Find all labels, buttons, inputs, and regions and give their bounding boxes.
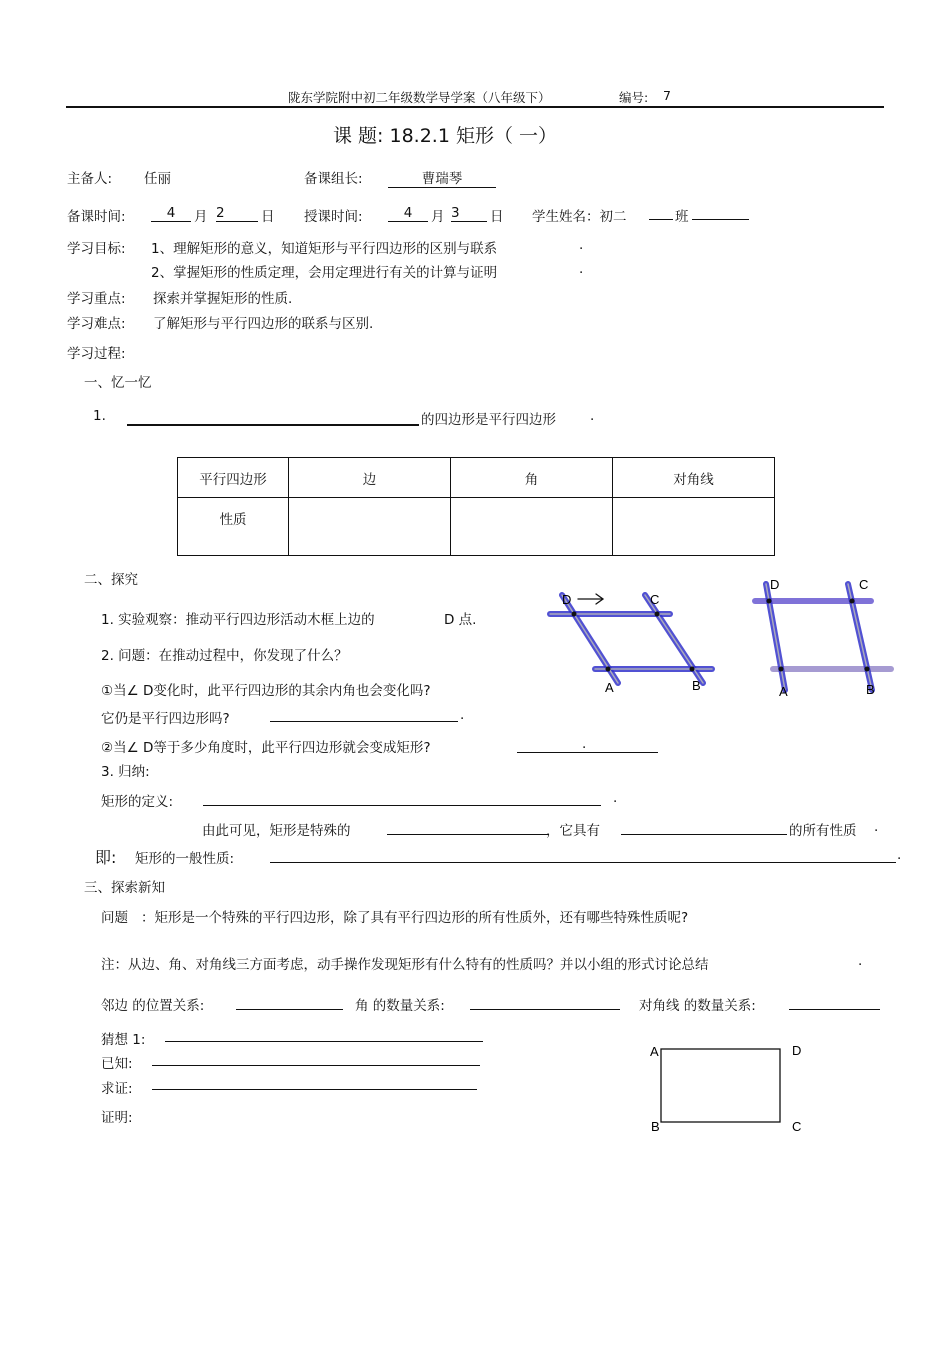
property-table <box>177 457 775 556</box>
teach-day-char: 日 <box>490 209 504 225</box>
rectangle-frame-figure <box>745 572 905 702</box>
parallelogram-figure-1 <box>540 585 730 695</box>
special-a: 由此可见，矩形是特殊的 <box>202 823 351 839</box>
adjacent-label: 邻边 的位置关系: <box>101 998 205 1014</box>
prep-day-char: 日 <box>261 209 275 225</box>
fig1-label-b: B <box>692 678 701 693</box>
page-title: 课 题: 18.2.1 矩形（ 一） <box>333 125 557 147</box>
fig2-label-c: C <box>859 577 869 592</box>
goal-1: 1、理解矩形的意义，知道矩形与平行四边形的区别与联系 <box>151 241 498 257</box>
header-school: 陇东学院附中初二年级数学导学案（八年级下） <box>288 90 551 105</box>
table-cell[interactable] <box>613 498 775 556</box>
rect-label-a: A <box>650 1044 659 1059</box>
diagonal-blank[interactable] <box>789 1009 880 1010</box>
general-dot: . <box>897 847 902 863</box>
experiment-point: D 点. <box>444 612 477 628</box>
teach-month-char: 月 <box>431 209 445 225</box>
special-blank-2[interactable] <box>621 834 787 835</box>
general-label: 矩形的一般性质: <box>135 851 235 867</box>
part3-question: ：矩形是一个特殊的平行四边形，除了具有平行四边形的所有性质外，还有哪些特殊性质呢? <box>141 910 689 926</box>
header-number-label: 编号: <box>619 90 649 105</box>
student-label: 学生姓名：初二 <box>532 209 627 225</box>
definition-label: 矩形的定义: <box>101 794 174 810</box>
guess-label: 猜想 1: <box>101 1032 146 1048</box>
fig2-label-d: D <box>770 577 780 592</box>
diagonal-label: 对角线 的数量关系: <box>639 998 756 1014</box>
special-b: ，它具有 <box>546 823 600 839</box>
angle-label: 角 的数量关系: <box>355 998 445 1014</box>
key-point-label: 学习重点: <box>67 291 126 307</box>
difficulty: 了解矩形与平行四边形的联系与区别. <box>153 316 374 332</box>
part3-question-label: 问题 <box>101 910 128 926</box>
part3-note-dot: . <box>858 953 863 969</box>
teach-day: 3 <box>451 205 487 222</box>
prove-blank[interactable] <box>152 1089 477 1090</box>
question-a: ①当∠ D变化时，此平行四边形的其余内角也会变化吗? <box>101 683 431 699</box>
angle-blank[interactable] <box>470 1009 620 1010</box>
special-c: 的所有性质 <box>789 823 857 839</box>
experiment-text: 1. 实验观察：推动平行四边形活动木框上边的 <box>101 612 375 628</box>
teach-time-label: 授课时间: <box>304 209 363 225</box>
proof-label: 证明: <box>101 1110 133 1126</box>
key-point: 探索并掌握矩形的性质. <box>153 291 293 307</box>
prep-month-char: 月 <box>194 209 208 225</box>
definition-blank[interactable] <box>203 805 601 806</box>
part1-q1-tail: 的四边形是平行四边形 <box>421 412 556 428</box>
fig1-label-c: C <box>650 592 660 607</box>
part1-heading: 一、忆一忆 <box>84 375 152 391</box>
table-cell[interactable] <box>451 498 613 556</box>
definition-dot: . <box>613 790 618 806</box>
leader-name: 曹瑞琴 <box>388 167 496 188</box>
question-a2-blank[interactable] <box>270 721 458 722</box>
part1-q1-num: 1. <box>93 408 106 424</box>
fig1-label-d: D <box>562 592 572 607</box>
question-b-dot: . <box>582 736 587 752</box>
question-b-blank[interactable] <box>517 752 658 753</box>
table-cell[interactable] <box>289 498 451 556</box>
grade-blank[interactable] <box>649 219 673 220</box>
table-row-label: 性质 <box>178 498 289 556</box>
table-header: 边 <box>289 458 451 498</box>
ji-label: 即: <box>95 848 117 867</box>
question-a2: 它仍是平行四边形吗? <box>101 711 230 727</box>
class-blank[interactable] <box>692 219 749 220</box>
known-blank[interactable] <box>152 1065 480 1066</box>
goals-label: 学习目标: <box>67 241 126 257</box>
question-a2-dot: . <box>460 707 465 723</box>
table-header: 角 <box>451 458 613 498</box>
goal-2-dot: . <box>579 261 584 277</box>
adjacent-blank[interactable] <box>236 1009 343 1010</box>
process-label: 学习过程: <box>67 346 126 362</box>
question-b: ②当∠ D等于多少角度时，此平行四边形就会变成矩形? <box>101 740 431 756</box>
special-dot: . <box>874 819 879 835</box>
teach-month: 4 <box>388 205 428 222</box>
class-label: 班 <box>675 209 689 225</box>
question-text: 2. 问题：在推动过程中，你发现了什么？ <box>101 648 348 664</box>
goal-1-dot: . <box>579 237 584 253</box>
part2-heading: 二、探究 <box>84 572 138 588</box>
goal-2: 2、掌握矩形的性质定理，会用定理进行有关的计算与证明 <box>151 265 498 281</box>
fig1-label-a: A <box>605 680 614 695</box>
prep-day: 2 <box>216 205 258 222</box>
special-blank-1[interactable] <box>387 834 548 835</box>
rect-label-d: D <box>792 1043 802 1058</box>
fig2-label-b: B <box>866 682 875 697</box>
general-blank[interactable] <box>270 862 896 863</box>
leader-label: 备课组长: <box>304 171 363 187</box>
table-header: 平行四边形 <box>178 458 289 498</box>
prep-month: 4 <box>151 205 191 222</box>
fig2-label-a: A <box>779 684 788 699</box>
prove-label: 求证: <box>101 1081 133 1097</box>
guess-blank[interactable] <box>165 1041 483 1042</box>
part3-note: 注：从边、角、对角线三方面考虑，动手操作发现矩形有什么特有的性质吗？并以小组的形式讨论总结 <box>101 957 709 973</box>
prep-time-label: 备课时间: <box>67 209 126 225</box>
part1-q1-dot: . <box>590 408 595 424</box>
header-rule <box>66 106 884 108</box>
known-label: 已知: <box>101 1056 133 1072</box>
preparer-label: 主备人: <box>67 171 113 187</box>
summary-label: 3. 归纳: <box>101 764 150 780</box>
rectangle-abcd-figure <box>645 1038 815 1138</box>
preparer-name: 任丽 <box>144 171 171 187</box>
rect-label-c: C <box>792 1119 802 1134</box>
part1-q1-blank[interactable] <box>127 424 419 426</box>
difficulty-label: 学习难点: <box>67 316 126 332</box>
header-number: 7 <box>663 88 671 103</box>
rect-label-b: B <box>651 1119 660 1134</box>
table-header: 对角线 <box>613 458 775 498</box>
part3-heading: 三、探索新知 <box>84 880 165 896</box>
